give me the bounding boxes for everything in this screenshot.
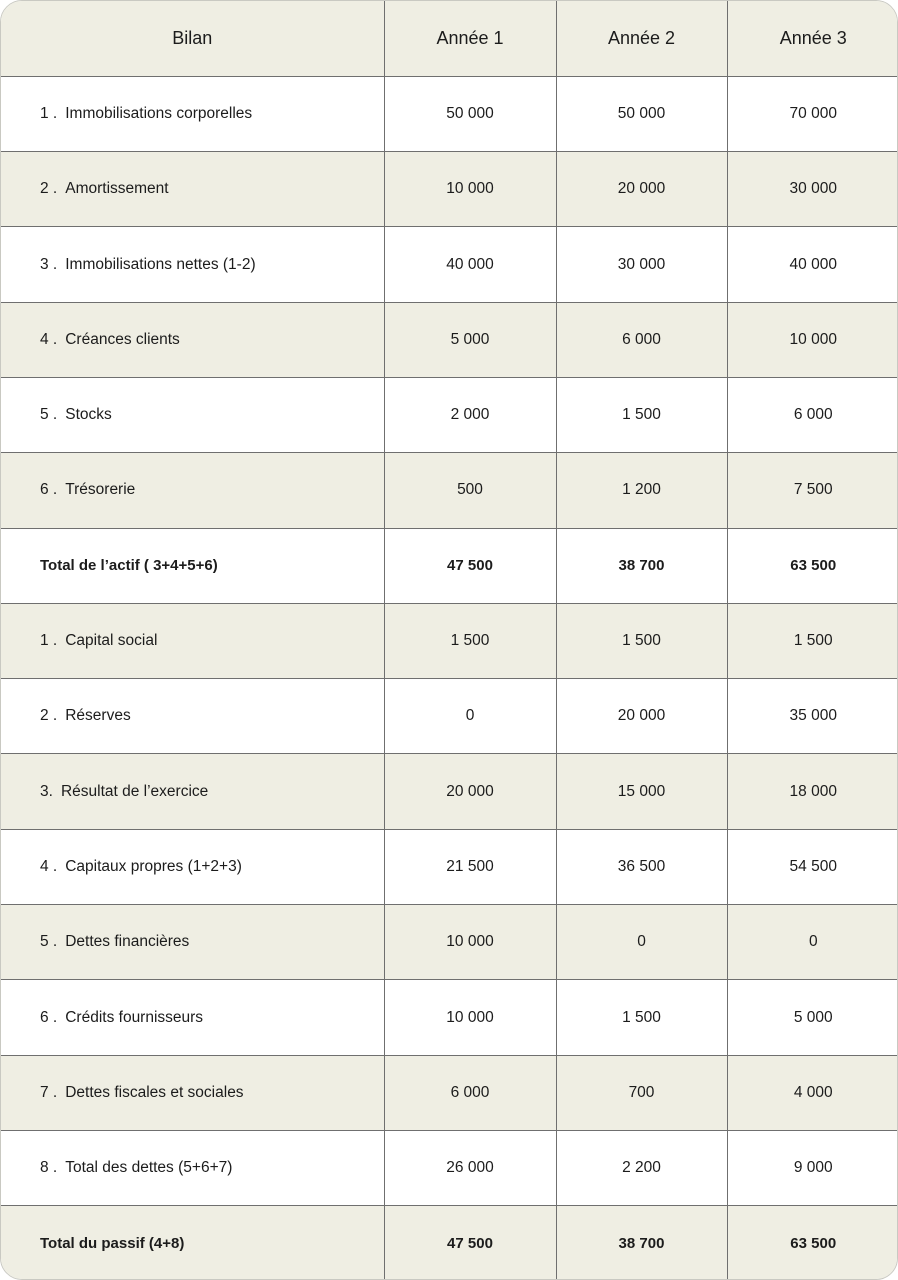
table-row [1,1130,898,1205]
table-row [1,152,898,227]
cell-year-3: 7 500 [727,453,898,528]
row-label [1,528,384,603]
row-label [1,1130,384,1205]
row-label-text: Crédits fournisseurs [65,1008,204,1026]
row-label-text: Capitaux propres (1+2+3) [65,857,242,875]
cell-year-1: 10 000 [384,980,556,1055]
table-row [1,905,898,980]
cell-year-1: 47 500 [384,1206,556,1280]
cell-year-1: 2 000 [384,377,556,452]
row-label-text: Capital social [65,632,158,650]
cell-year-3: 40 000 [727,227,898,302]
cell-year-1: 6 000 [384,1055,556,1130]
cell-year-2: 0 [556,905,727,980]
row-index: 1 . [40,632,58,650]
cell-year-3: 18 000 [727,754,898,829]
cell-year-3: 6 000 [727,377,898,452]
cell-year-2: 30 000 [556,227,727,302]
table-header-row [1,1,898,76]
table-row [1,1055,898,1130]
row-label [1,905,384,980]
cell-year-1: 26 000 [384,1130,556,1205]
cell-year-3: 1 500 [727,603,898,678]
row-label [1,980,384,1055]
row-label-text: Résultat de l’exercice [60,782,209,800]
column-header-year-1: Année 1 [384,1,556,76]
column-header-year-2: Année 2 [556,1,727,76]
cell-year-2: 1 500 [556,377,727,452]
table-row [1,227,898,302]
cell-year-2: 1 200 [556,453,727,528]
row-label-text: Dettes fiscales et sociales [65,1083,244,1101]
row-label [1,377,384,452]
row-label [1,453,384,528]
row-label [1,76,384,151]
table-row [1,453,898,528]
cell-year-1: 50 000 [384,76,556,151]
row-label-text: Immobilisations corporelles [65,104,253,122]
row-label [1,1206,384,1280]
cell-year-2: 1 500 [556,980,727,1055]
cell-year-2: 38 700 [556,528,727,603]
cell-year-3: 0 [727,905,898,980]
cell-year-1: 21 500 [384,829,556,904]
row-label [1,679,384,754]
row-index: 3 . [40,255,58,273]
cell-year-2: 1 500 [556,603,727,678]
cell-year-2: 15 000 [556,754,727,829]
table-row [1,829,898,904]
row-label-text: Amortissement [65,180,169,198]
row-index: 3. [40,782,53,800]
row-label [1,302,384,377]
cell-year-3: 63 500 [727,1206,898,1280]
total-liabilities-row [1,1206,898,1280]
row-label [1,152,384,227]
cell-year-3: 35 000 [727,679,898,754]
row-index: 1 . [40,104,58,122]
row-label-text: Total de l’actif ( 3+4+5+6) [40,557,218,575]
cell-year-1: 500 [384,453,556,528]
row-index: 4 . [40,857,58,875]
table-row [1,980,898,1055]
row-label [1,603,384,678]
table-row [1,302,898,377]
row-index: 6 . [40,481,58,499]
cell-year-2: 700 [556,1055,727,1130]
cell-year-2: 2 200 [556,1130,727,1205]
row-label-text: Dettes financières [65,933,190,951]
cell-year-2: 20 000 [556,679,727,754]
cell-year-3: 9 000 [727,1130,898,1205]
row-index: 5 . [40,406,58,424]
cell-year-1: 10 000 [384,905,556,980]
cell-year-1: 10 000 [384,152,556,227]
row-label [1,829,384,904]
column-header-bilan: Bilan [1,1,384,76]
cell-year-3: 70 000 [727,76,898,151]
row-index: 7 . [40,1083,58,1101]
cell-year-3: 4 000 [727,1055,898,1130]
cell-year-2: 36 500 [556,829,727,904]
row-label-text: Créances clients [65,330,180,348]
row-label [1,754,384,829]
table-row [1,754,898,829]
row-label-text: Stocks [65,406,112,424]
balance-sheet-table [1,1,898,1280]
cell-year-1: 47 500 [384,528,556,603]
cell-year-1: 1 500 [384,603,556,678]
cell-year-3: 5 000 [727,980,898,1055]
table-row [1,603,898,678]
cell-year-3: 54 500 [727,829,898,904]
table-row [1,679,898,754]
cell-year-3: 63 500 [727,528,898,603]
row-label [1,227,384,302]
table-row [1,377,898,452]
cell-year-1: 5 000 [384,302,556,377]
cell-year-2: 20 000 [556,152,727,227]
cell-year-3: 10 000 [727,302,898,377]
cell-year-2: 50 000 [556,76,727,151]
cell-year-3: 30 000 [727,152,898,227]
row-index: 8 . [40,1159,58,1177]
row-index: 2 . [40,180,58,198]
table-row [1,76,898,151]
cell-year-2: 38 700 [556,1206,727,1280]
row-label-text: Total des dettes (5+6+7) [65,1159,233,1177]
cell-year-1: 0 [384,679,556,754]
row-label-text: Total du passif (4+8) [40,1235,185,1253]
row-label-text: Immobilisations nettes (1-2) [65,255,256,273]
row-index: 2 . [40,707,58,725]
row-index: 6 . [40,1008,58,1026]
total-assets-row [1,528,898,603]
row-label [1,1055,384,1130]
row-index: 5 . [40,933,58,951]
row-index: 4 . [40,330,58,348]
row-label-text: Réserves [65,707,131,725]
cell-year-2: 6 000 [556,302,727,377]
cell-year-1: 40 000 [384,227,556,302]
column-header-year-3: Année 3 [727,1,898,76]
row-label-text: Trésorerie [65,481,136,499]
cell-year-1: 20 000 [384,754,556,829]
